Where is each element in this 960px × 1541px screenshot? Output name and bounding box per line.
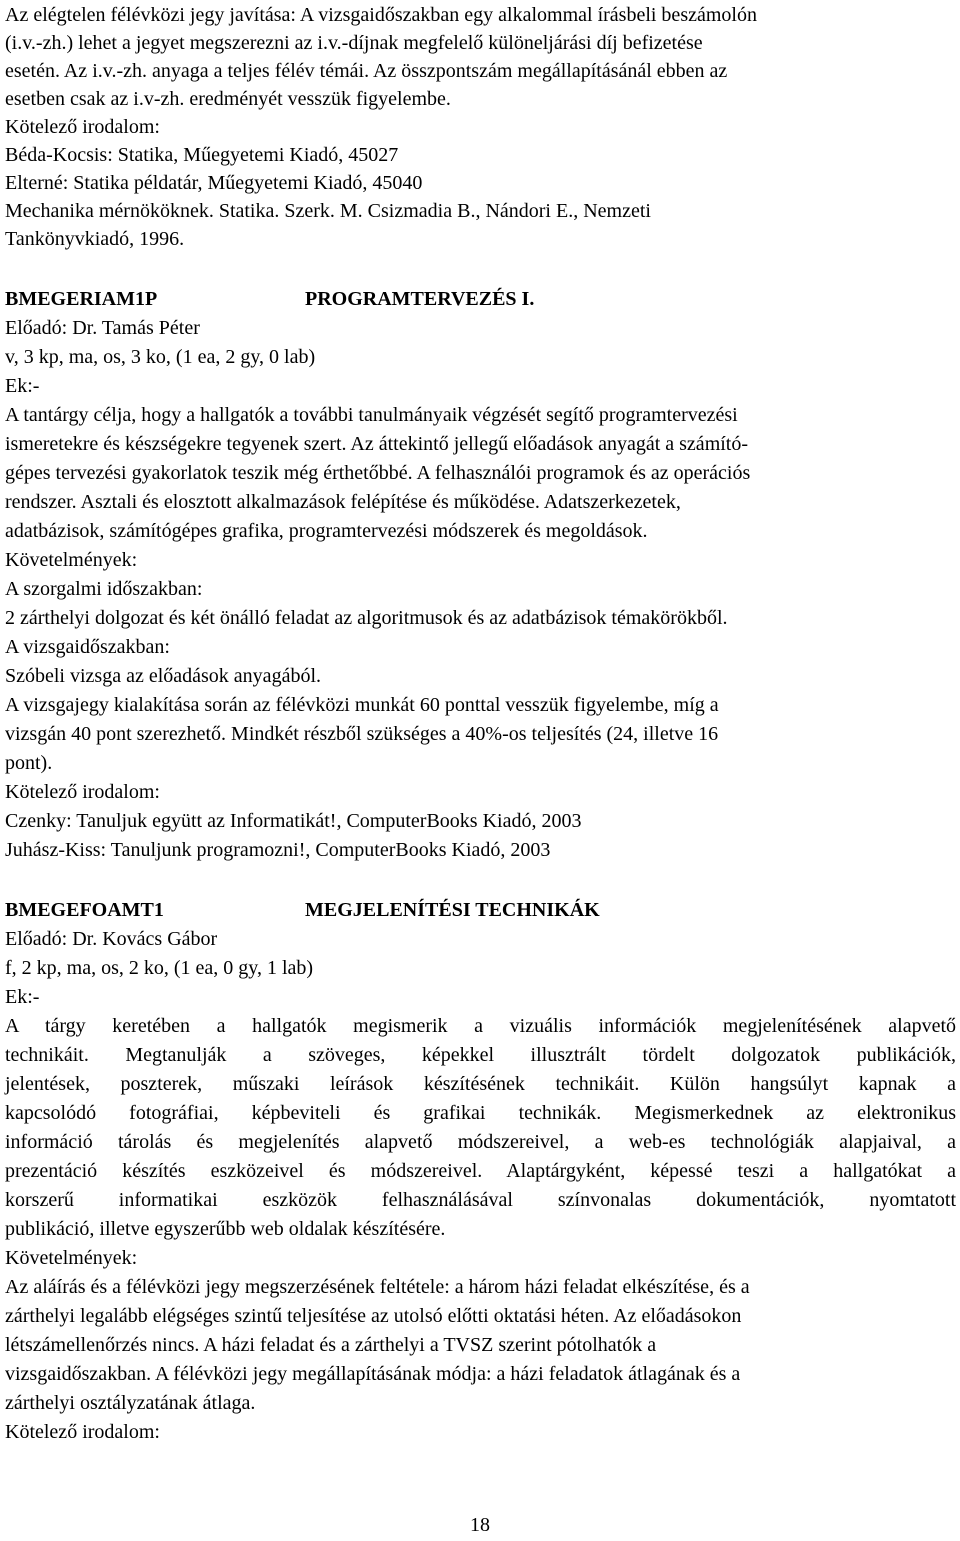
section-heading: Követelmények:: [5, 1247, 138, 1269]
reference-item: Czenky: Tanuljuk együtt az Informatikát!, ComputerBooks Kiadó, 2003: [5, 810, 582, 832]
requirement-line: zárthelyi osztályzatának átlaga.: [5, 1392, 256, 1414]
course-title: PROGRAMTERVEZÉS I.: [305, 288, 535, 310]
description-line: gépes tervezési gyakorlatok teszik még érthetőbbé. A felhasználói programok és az operációs: [5, 462, 751, 484]
requirement-line: vizsgaidőszakban. A félévközi jegy megállapításának módja: a házi feladatok átlagának és a: [5, 1363, 741, 1385]
reference-item: Juhász-Kiss: Tanuljunk programozni!, ComputerBooks Kiadó, 2003: [5, 839, 551, 861]
requirement-line: létszámellenőrzés nincs. A házi feladat és a zárthelyi a TVSZ szerint pótolhatók a: [5, 1334, 657, 1356]
body-line: esetén. Az i.v.-zh. anyaga a teljes félév témái. Az összpontszám megállapításánál ebben az: [5, 60, 728, 82]
description-line: információ tárolás és megjelenítés alapvető módszereivel, a web-es technológiák alapjaival, a: [5, 1131, 956, 1153]
requirement-line: A vizsgajegy kialakítása során az félévközi munkát 60 ponttal vesszük figyelembe, míg a: [5, 694, 719, 716]
requirement-line: Szóbeli vizsga az előadások anyagából.: [5, 665, 321, 687]
section-heading: Követelmények:: [5, 549, 138, 571]
sub-heading: A vizsgaidőszakban:: [5, 636, 170, 658]
reference-item: Elterné: Statika példatár, Műegyetemi Kiadó, 45040: [5, 172, 423, 194]
body-line: esetben csak az i.v-zh. eredményét vesszük figyelembe.: [5, 88, 451, 110]
description-line: kapcsolódó fotográfiai, képbeviteli és grafikai technikák. Megismerkednek az elektronikus: [5, 1102, 956, 1124]
description-line: technikáit. Megtanulják a szöveges, képekkel illusztrált tördelt dolgozatok publikációk,: [5, 1044, 956, 1066]
course-title: MEGJELENÍTÉSI TECHNIKÁK: [305, 899, 600, 921]
section-heading: Kötelező irodalom:: [5, 781, 160, 803]
section-heading: Kötelező irodalom:: [5, 1421, 160, 1443]
requirement-line: Az aláírás és a félévközi jegy megszerzésének feltétele: a három házi feladat elkészítése, és a: [5, 1276, 750, 1298]
description-line: prezentáció készítés eszközeivel és módszereivel. Alaptárgyként, képessé teszi a hallgatókat a: [5, 1160, 956, 1182]
description-line: A tantárgy célja, hogy a hallgatók a további tanulmányaik végzését segítő programtervezési: [5, 404, 738, 426]
description-line: rendszer. Asztali és elosztott alkalmazások felépítése és működése. Adatszerkezetek,: [5, 491, 681, 513]
reference-item: Béda-Kocsis: Statika, Műegyetemi Kiadó, 45027: [5, 144, 399, 166]
course-credits: f, 2 kp, ma, os, 2 ko, (1 ea, 0 gy, 1 lab): [5, 957, 314, 979]
requirement-line: 2 zárthelyi dolgozat és két önálló feladat az algoritmusok és az adatbázisok témakörökből.: [5, 607, 728, 629]
reference-item: Mechanika mérnököknek. Statika. Szerk. M. Csizmadia B., Nándori E., Nemzeti: [5, 200, 651, 222]
course-code: BMEGEFOAMT1: [5, 899, 164, 921]
body-line: (i.v.-zh.) lehet a jegyet megszerezni az i.v.-díjnak megfelelő különeljárási díj befizetése: [5, 32, 703, 54]
description-line: A tárgy keretében a hallgatók megismerik a vizuális információk megjelenítésének alapvető: [5, 1015, 956, 1037]
requirement-line: vizsgán 40 pont szerezhető. Mindkét részből szükséges a 40%-os teljesítés (24, illetve 16: [5, 723, 719, 745]
lecturer: Előadó: Dr. Tamás Péter: [5, 317, 200, 339]
description-line: adatbázisok, számítógépes grafika, programtervezési módszerek és megoldások.: [5, 520, 648, 542]
course-credits: v, 3 kp, ma, os, 3 ko, (1 ea, 2 gy, 0 lab): [5, 346, 316, 368]
section-heading: Kötelező irodalom:: [5, 116, 160, 138]
description-line: ismeretekre és készségekre tegyenek szert. Az áttekintő jellegű előadások anyagát a számító-: [5, 433, 749, 455]
course-code: BMEGERIAM1P: [5, 288, 158, 310]
description-line: publikáció, illetve egyszerűbb web oldalak készítésére.: [5, 1218, 446, 1240]
body-line: Az elégtelen félévközi jegy javítása: A vizsgaidőszakban egy alkalommal írásbeli beszámolón: [5, 4, 757, 26]
description-line: korszerű informatikai eszközök felhasználásával színvonalas dokumentációk, nyomtatott: [5, 1189, 956, 1211]
sub-heading: A szorgalmi időszakban:: [5, 578, 203, 600]
prerequisite: Ek:-: [5, 986, 40, 1008]
lecturer: Előadó: Dr. Kovács Gábor: [5, 928, 218, 950]
description-line: jelentések, poszterek, műszaki leírások készítésének technikáit. Külön hangsúlyt kapnak a: [5, 1073, 956, 1095]
page-number: 18: [470, 1514, 490, 1536]
requirement-line: zárthelyi legalább elégséges szintű teljesítése az utolsó előtti oktatási héten. Az előadásokon: [5, 1305, 742, 1327]
requirement-line: pont).: [5, 752, 53, 774]
prerequisite: Ek:-: [5, 375, 40, 397]
reference-item: Tankönyvkiadó, 1996.: [5, 228, 185, 250]
